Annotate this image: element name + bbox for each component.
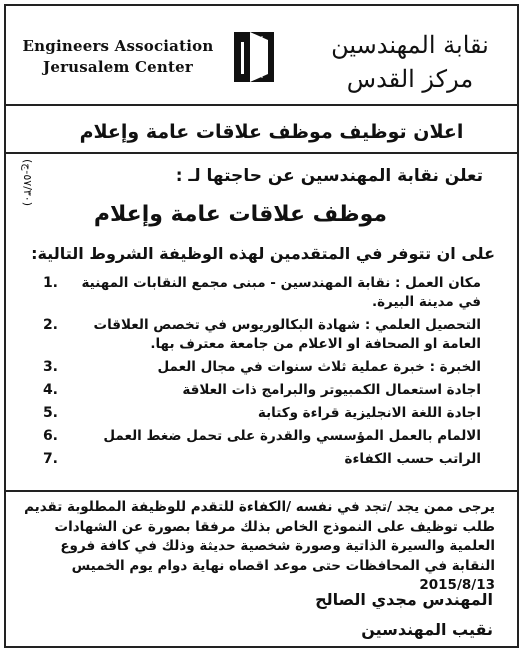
list-item [36,381,495,400]
application-instructions-text: يرجى ممن يجد /تجد في نفسه /الكفاءة للتقدم للوظيفة المطلوبة تقديم طلب توظيف على النموذج الخاص بذلك مرفقا بصورة عن الشهادات العلمية والسيرة الذاتية وصورة شخصية حديثة وذلك في كافة فروع النقابة في المحافظات حتى موعد اقصاه نهاية دوام يوم الخميس [24,499,495,574]
list-item-number: 6. [42,428,58,444]
signatory-title: نقيب المهندسين [361,620,493,639]
list-item [36,450,495,469]
list-item [36,404,495,423]
list-item-text: التحصيل العلمي : شهادة البكالوريوس في تخصص العلاقات العامة او الصحافة او الاعلام من جامعة معترف بها. [93,317,481,352]
list-item [36,427,495,446]
arabic-name-line-1: نقابة المهندسين [331,31,489,59]
deadline-date: 2015/8/13 [419,577,495,593]
header-divider [6,104,517,106]
list-item [36,274,495,312]
list-item-number: 5. [42,405,58,421]
list-item-text: الخبرة : خبرة عملية ثلاث سنوات في مجال العمل [157,359,481,375]
list-item [36,316,495,354]
list-item-text: اجادة استعمال الكمبيوتر والبرامج ذات العلاقة [182,382,481,398]
list-item-number: 4. [42,382,58,398]
list-item-text: مكان العمل : نقابة المهندسين - مبنى مجمع النقابات المهنية في مدينة البيرة. [81,275,481,310]
application-instructions [20,498,495,596]
list-item-text: اجادة اللغة الانجليزية قراءة وكتابة [257,405,481,421]
engineers-association-logo-icon [228,28,280,86]
arabic-organization-name [325,28,495,96]
position-name: موظف علاقات عامة وإعلام [93,202,387,227]
list-item-number: 2. [42,317,58,333]
english-name-line-2: Jerusalem Center [43,58,193,76]
intro-text: تعلن نقابة المهندسين عن حاجتها لـ : [175,166,483,186]
english-organization-name [18,36,218,78]
title-divider [6,152,517,154]
list-item-text: الراتب حسب الكفاءة [344,451,481,467]
arabic-name-line-2: مركز القدس [346,65,474,93]
letterhead [6,6,517,104]
advertisement-frame [4,4,519,648]
body-divider [6,490,517,492]
conditions-list [36,274,495,473]
list-item-number: 3. [42,359,58,375]
list-item-text: الالمام بالعمل المؤسسي والقدرة على تحمل ضغط العمل [103,428,481,444]
ad-title: اعلان توظيف موظف علاقات عامة وإعلام [79,121,464,143]
list-item-number: 7. [42,451,58,467]
conditions-heading: على ان تتوفر في المتقدمين لهذه الوظيفة الشروط التالية: [31,244,495,263]
signatory-name: المهندس مجدي الصالح [315,590,493,609]
list-item-number: 1. [42,275,58,291]
english-name-line-1: Engineers Association [22,37,214,55]
list-item [36,358,495,377]
reference-number: (٥٧/٣٠-ج) [21,158,34,206]
